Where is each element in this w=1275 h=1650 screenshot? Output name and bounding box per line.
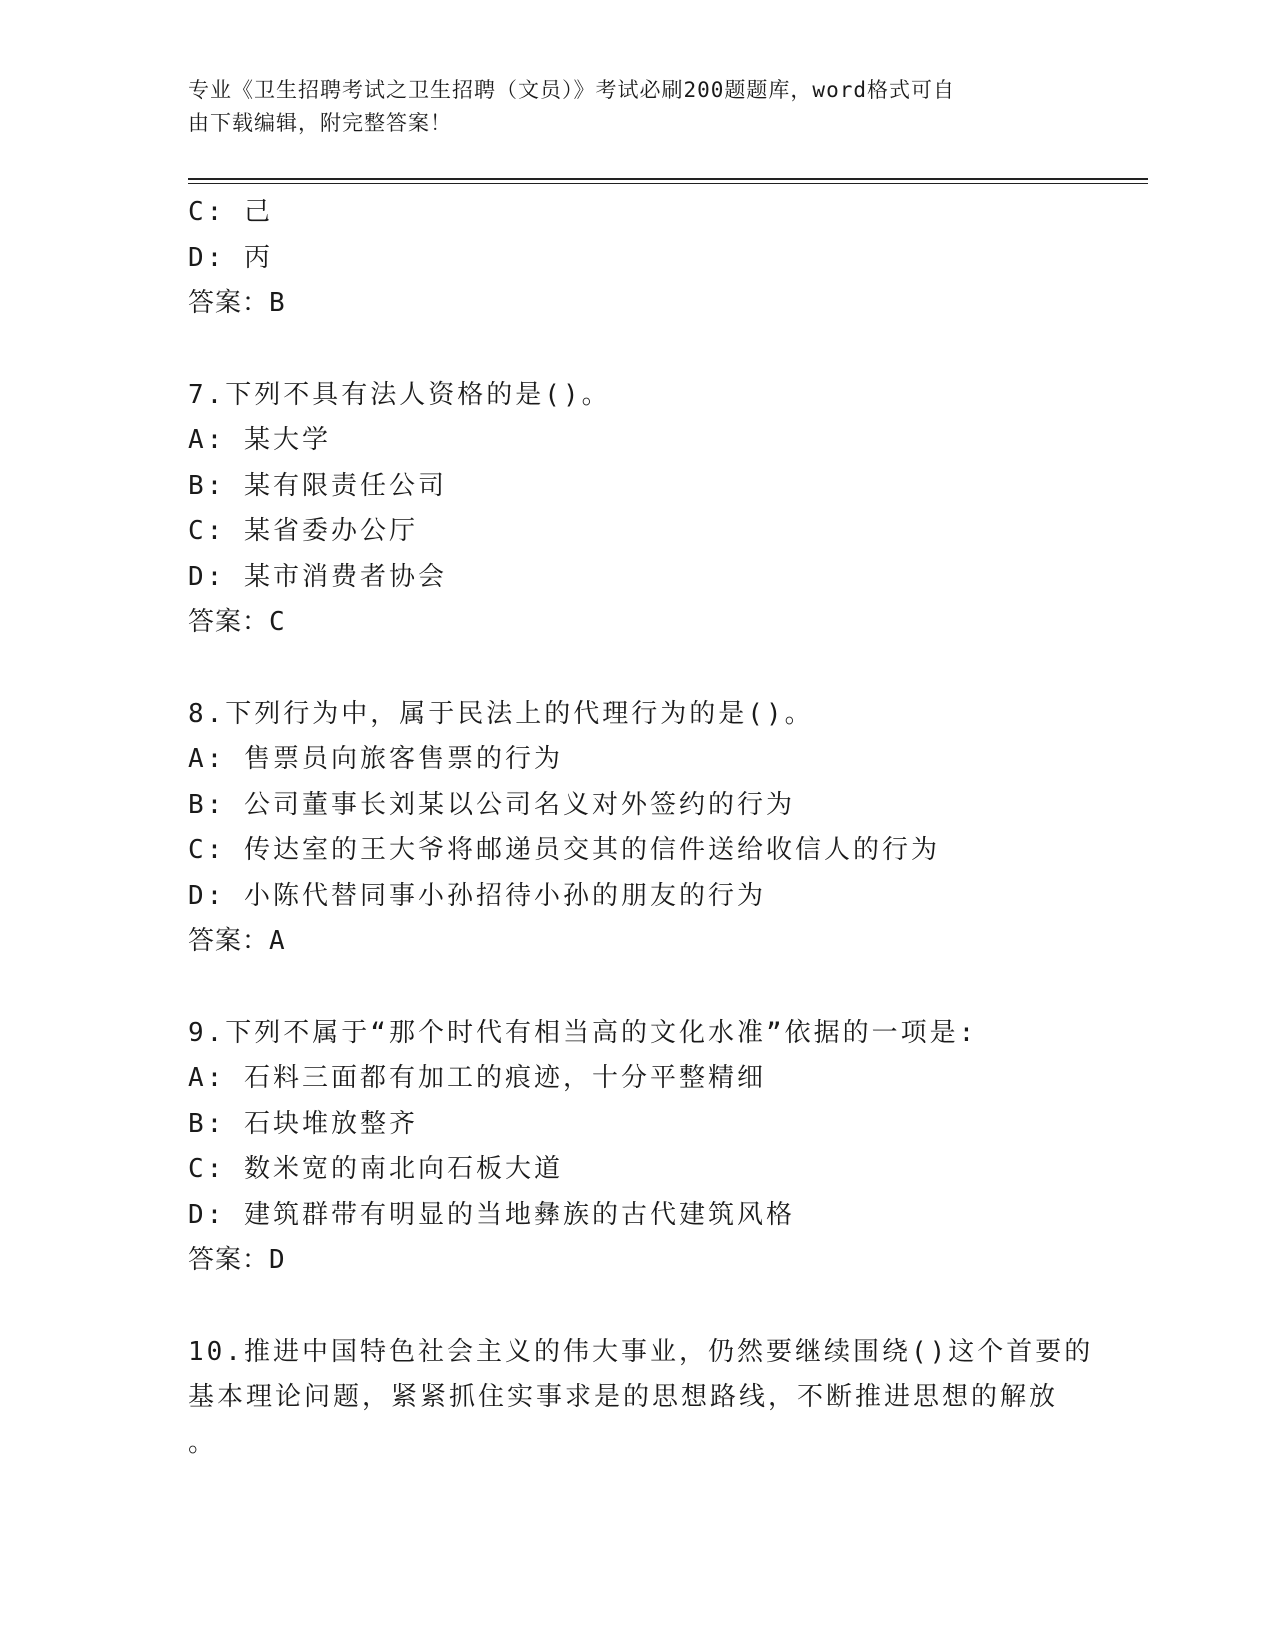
question-6-tail <box>188 190 1108 327</box>
spacer <box>188 327 1108 373</box>
option-d: D: 小陈代替同事小孙招待小孙的朋友的行为 <box>188 880 766 911</box>
option-b: B: 公司董事长刘某以公司名义对外签约的行为 <box>188 789 795 820</box>
answer-line <box>188 1238 1108 1284</box>
answer-label: 答案： <box>188 288 270 318</box>
question-9 <box>188 1011 1108 1284</box>
answer-label: 答案： <box>188 1245 270 1275</box>
question-title-line-2: 基本理论问题，紧紧抓住实事求是的思想路线，不断推进思想的解放 <box>188 1382 1059 1412</box>
answer-line <box>188 281 1108 327</box>
option-c: C: 己 <box>188 197 273 227</box>
answer-line <box>188 600 1108 646</box>
option-b: B: 某有限责任公司 <box>188 470 447 501</box>
spacer <box>188 965 1108 1011</box>
question-8 <box>188 692 1108 965</box>
document-header <box>188 74 1068 140</box>
option-a: A: 售票员向旅客售票的行为 <box>188 744 563 774</box>
option-d: D: 建筑群带有明显的当地彝族的古代建筑风格 <box>188 1199 795 1230</box>
spacer <box>188 1284 1108 1330</box>
option-d: D: 丙 <box>188 242 273 273</box>
header-line-2: 由下载编辑，附完整答案！ <box>188 111 452 135</box>
question-7 <box>188 373 1108 646</box>
answer-value: A <box>269 926 286 956</box>
option-b: B: 石块堆放整齐 <box>188 1108 418 1139</box>
header-divider-thin <box>188 183 1148 184</box>
option-c: C: 某省委办公厅 <box>188 516 418 546</box>
option-d: D: 某市消费者协会 <box>188 561 447 592</box>
answer-value: C <box>269 607 286 637</box>
answer-label: 答案： <box>188 926 270 956</box>
option-a: A: 石料三面都有加工的痕迹，十分平整精细 <box>188 1063 766 1093</box>
question-title: 9.下列不属于“那个时代有相当高的文化水准”依据的一项是: <box>188 1017 978 1048</box>
header-line-1: 专业《卫生招聘考试之卫生招聘（文员）》考试必刷200题题库，word格式可自 <box>188 78 955 102</box>
question-title: 7.下列不具有法人资格的是()。 <box>188 379 611 410</box>
question-title-line-3: 。 <box>188 1427 218 1458</box>
question-10 <box>188 1330 1108 1467</box>
header-divider-thick <box>188 178 1148 180</box>
option-c: C: 传达室的王大爷将邮递员交其的信件送给收信人的行为 <box>188 835 940 865</box>
answer-value: B <box>269 288 286 318</box>
question-title: 8.下列行为中，属于民法上的代理行为的是()。 <box>188 698 814 729</box>
option-a: A: 某大学 <box>188 425 331 455</box>
spacer <box>188 646 1108 692</box>
option-c: C: 数米宽的南北向石板大道 <box>188 1154 563 1184</box>
answer-label: 答案： <box>188 607 270 637</box>
answer-value: D <box>269 1245 286 1275</box>
answer-line <box>188 919 1108 965</box>
question-title-line-1: 10.推进中国特色社会主义的伟大事业，仍然要继续围绕()这个首要的 <box>188 1336 1094 1367</box>
question-list <box>188 190 1108 1466</box>
